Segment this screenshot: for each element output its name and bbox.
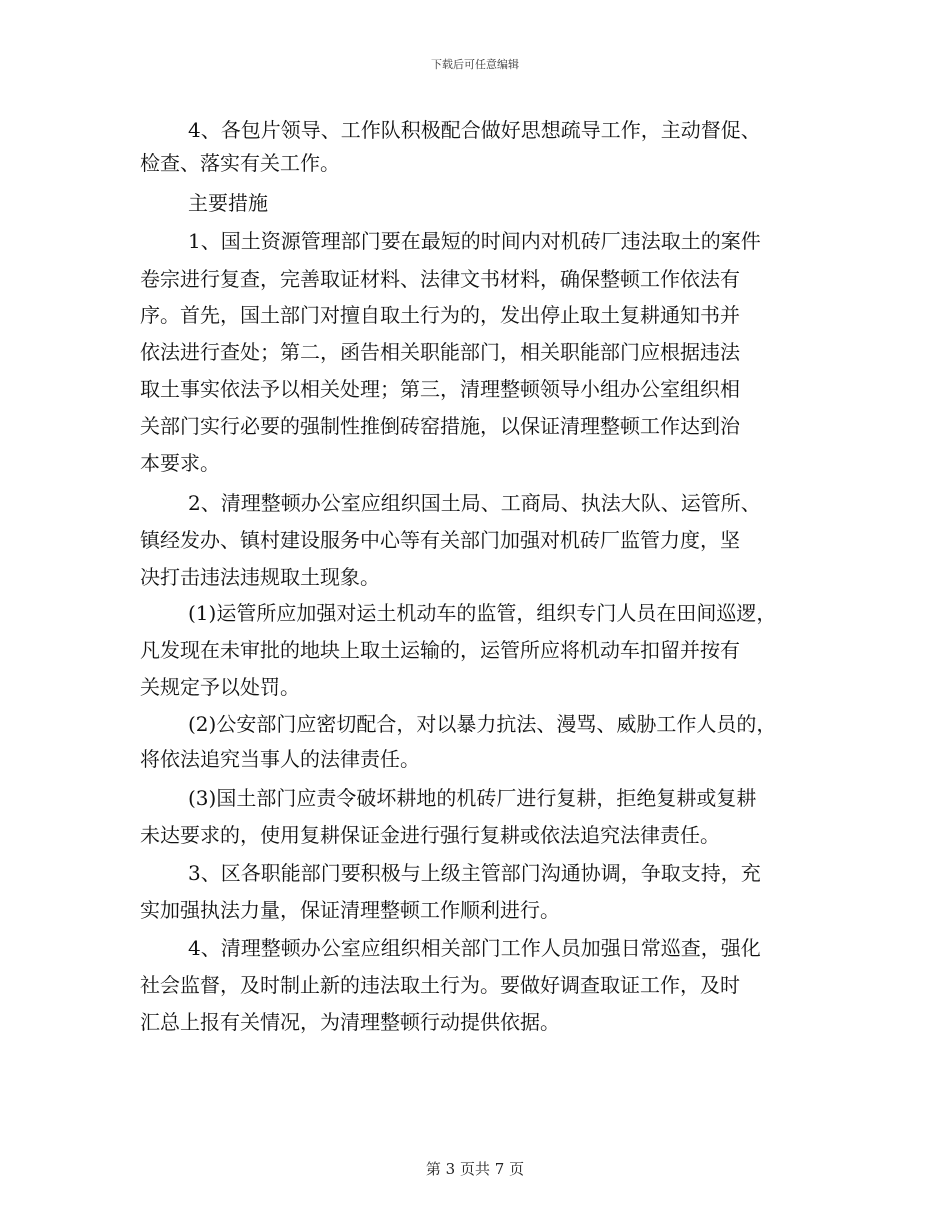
text-line: (2)公安部门应密切配合，对以暴力抗法、漫骂、威胁工作人员的， [188, 712, 777, 736]
text-line: 依法进行查处；第二，函告相关职能部门，相关职能部门应根据违法 [140, 340, 740, 364]
text-line: 4、清理整顿办公室应组织相关部门工作人员加强日常巡查，强化 [188, 936, 761, 960]
text-line: 3、区各职能部门要积极与上级主管部门沟通协调，争取支持，充 [188, 861, 761, 885]
text-line: 检查、落实有关工作。 [140, 151, 340, 175]
text-line: 凡发现在未审批的地块上取土运输的，运管所应将机动车扣留并按有 [140, 638, 740, 662]
text-line: 1、国土资源管理部门要在最短的时间内对机砖厂违法取土的案件 [188, 229, 761, 253]
text-line: 4、各包片领导、工作队积极配合做好思想疏导工作，主动督促、 [188, 118, 761, 142]
text-line: 取土事实依法予以相关处理；第三，清理整顿领导小组办公室组织相 [140, 377, 740, 401]
text-line: (1)运管所应加强对运土机动车的监管，组织专门人员在田间巡逻， [188, 601, 777, 625]
text-line: 2、清理整顿办公室应组织国土局、工商局、执法大队、运管所、 [188, 491, 761, 515]
text-line: 社会监督，及时制止新的违法取土行为。要做好调查取证工作，及时 [140, 973, 740, 997]
text-line: 决打击违法违规取土现象。 [140, 565, 380, 589]
text-line: 序。首先，国土部门对擅自取土行为的，发出停止取土复耕通知书并 [140, 303, 740, 327]
text-line: 本要求。 [140, 451, 220, 475]
text-line: 卷宗进行复查，完善取证材料、法律文书材料，确保整顿工作依法有 [140, 267, 740, 291]
text-line: 汇总上报有关情况，为清理整顿行动提供依据。 [140, 1010, 560, 1034]
text-line: 关规定予以处罚。 [140, 675, 300, 699]
text-line: 将依法追究当事人的法律责任。 [140, 747, 420, 771]
page-header: 下载后可任意编辑 [431, 58, 519, 71]
text-line: 关部门实行必要的强制性推倒砖窑措施，以保证清理整顿工作达到治 [140, 414, 740, 438]
text-line: 实加强执法力量，保证清理整顿工作顺利进行。 [140, 898, 560, 922]
text-line: 未达要求的，使用复耕保证金进行强行复耕或依法追究法律责任。 [140, 823, 720, 847]
text-line: 镇经发办、镇村建设服务中心等有关部门加强对机砖厂监管力度，坚 [140, 528, 740, 552]
text-line: (3)国土部门应责令破坏耕地的机砖厂进行复耕，拒绝复耕或复耕 [188, 786, 757, 810]
text-line: 主要措施 [188, 191, 268, 215]
page-footer: 第 3 页共 7 页 [425, 1160, 525, 1178]
